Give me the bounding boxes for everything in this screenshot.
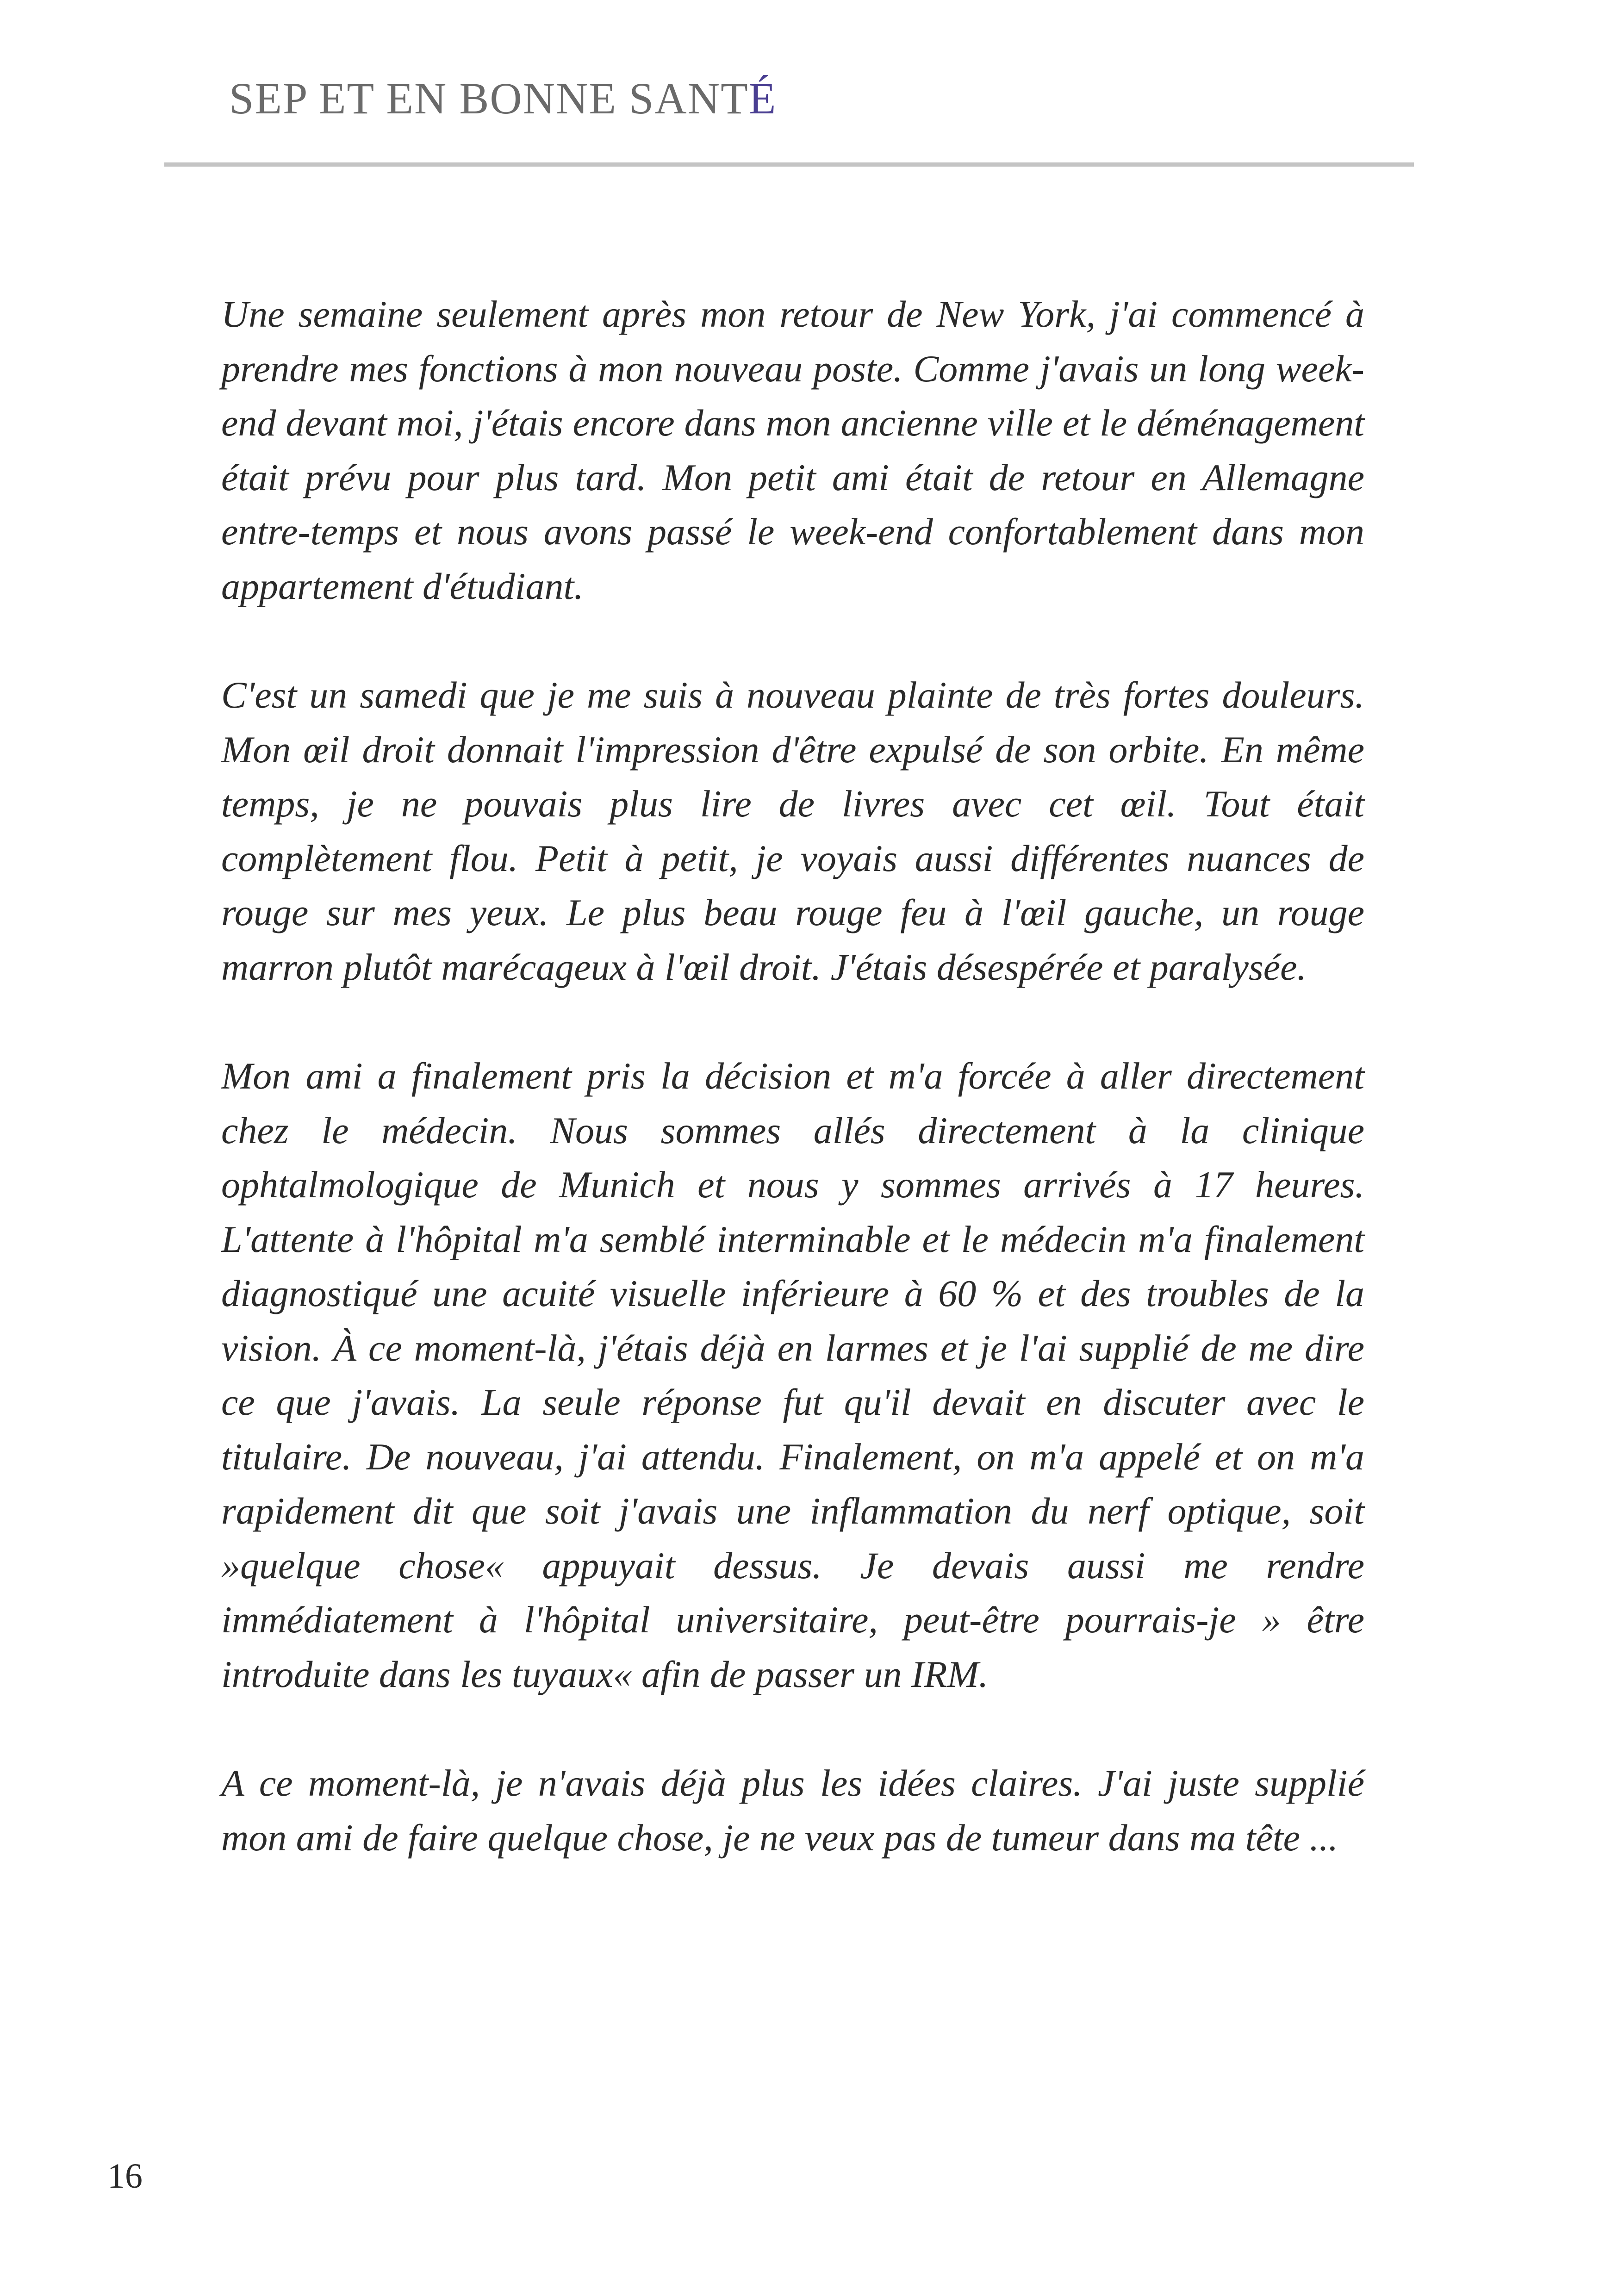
running-head-title-accent: É [748,74,777,123]
paragraph-3: Mon ami a finalement pris la décision et m'a forcée à aller directement chez le médecin. Nous sommes allés directement à la clinique ophtalmologique de Munich et nous y sommes arrivés à 17 heures. L'attente à l'hôpital m'a semblé interminable et le médecin m'a finalement diagnostiqué une acuité visuelle inférieure à 60 % et des troubles de la vision. À ce moment-là, j'étais déjà en larmes et je l'ai supplié de me dire ce que j'avais. La seule réponse fut qu'il devait en discuter avec le titulaire. De nouveau, j'ai attendu. Finalement, on m'a appelé et on m'a rapidement dit que soit j'avais une inflammation du nerf optique, soit »quelque chose« appuyait dessus. Je devais aussi me rendre immédiatement à l'hôpital universitaire, peut-être pourrais-je » être introduite dans les tuyaux« afin de passer un IRM. [221,1055,1364,1695]
running-head-title: SEP ET EN BONNE SANT [229,74,749,123]
header-rule [164,162,1414,167]
paragraph-1: Une semaine seulement après mon retour de New York, j'ai commencé à prendre mes fonctions à mon nouveau poste. Comme j'avais un long week-end devant moi, j'étais encore dans mon ancienne ville et le déménagement était prévu pour plus tard. Mon petit ami était de retour en Allemagne entre-temps et nous avons passé le week-end confortablement dans mon appartement d'étudiant. [221,293,1364,607]
paragraph-4: A ce moment-là, je n'avais déjà plus les idées claires. J'ai juste supplié mon ami de faire quelque chose, je ne veux pas de tumeur dans ma tête ... [221,1762,1364,1859]
paragraph-2: C'est un samedi que je me suis à nouveau plainte de très fortes douleurs. Mon œil droit donnait l'impression d'être expulsé de son orbite. En même temps, je ne pouvais plus lire de livres avec cet œil. Tout était complètement flou. Petit à petit, je voyais aussi différentes nuances de rouge sur mes yeux. Le plus beau rouge feu à l'œil gauche, un rouge marron plutôt marécageux à l'œil droit. J'étais désespérée et paralysée. [221,674,1364,988]
body-text [221,287,1364,1865]
page-number: 16 [107,2157,143,2196]
running-head [229,76,777,121]
